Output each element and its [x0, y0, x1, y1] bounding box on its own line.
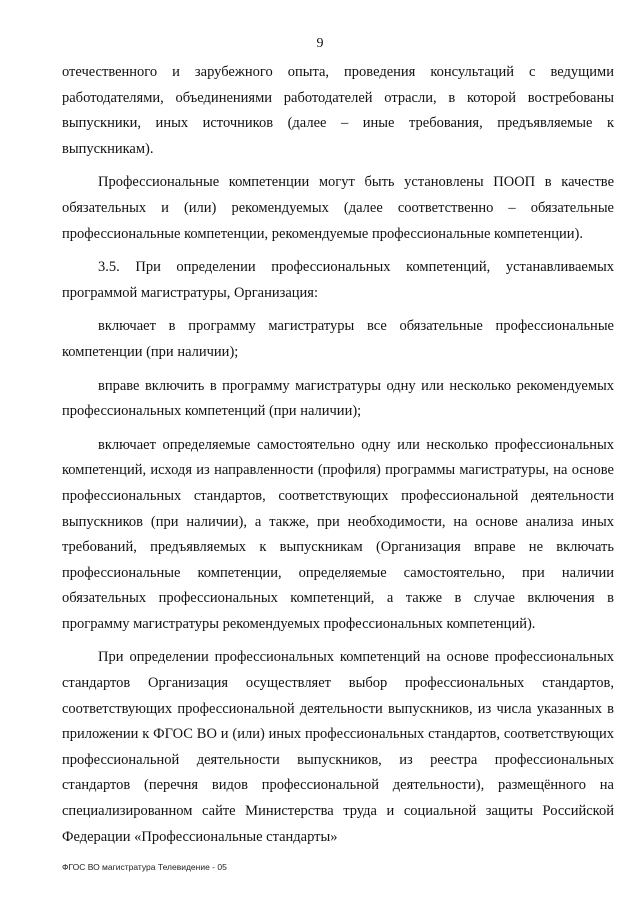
paragraph: 3.5. При определении профессиональных компетенций, устанавливаемых программой магистратуры, Организация: — [62, 259, 614, 301]
page-number: 9 — [316, 36, 324, 51]
paragraph: При определении профессиональных компетенций на основе профессиональных стандартов Организация осуществляет выбор профессиональных стандартов, соответствующих профессиональной деятельности выпускников, из числа указанных в приложении к ФГОС ВО и (или) иных профессиональных стандартов, соответствующих профессиональной деятельности выпускников, из реестра профессиональных стандартов (перечня видов профессиональной деятельности), размещённого на специализированном сайте Министерства труда и социальной защиты Российской Федерации «Профессиональные стандарты» — [62, 649, 614, 845]
paragraph: вправе включить в программу магистратуры одну или несколько рекомендуемых профессиональных компетенций (при наличии); — [62, 377, 614, 420]
paragraph: Профессиональные компетенции могут быть установлены ПООП в качестве обязательных и (или) рекомендуемых (далее соответственно – обязательные профессиональные компетенции, рекомендуемые профессиональные компетенции). — [62, 174, 614, 242]
paragraph: включает определяемые самостоятельно одну или несколько профессиональных компетенций, исходя из направленности (профиля) программы магистратуры, на основе профессиональных стандартов, соответствующих профессиональной деятельности выпускников (при наличии), а также, при необходимости, на основе анализа иных требований, предъявляемых к выпускникам (Организация вправе не включать профессиональные компетенции, определяемые самостоятельно, при наличии обязательных профессиональных компетенций, а также в случае включения в программу магистратуры рекомендуемых профессиональных компетенций). — [62, 436, 614, 632]
document-footer: ФГОС ВО магистратура Телевидение - 05 — [62, 862, 227, 872]
paragraph: включает в программу магистратуры все обязательные профессиональные компетенции (при наличии); — [62, 318, 614, 360]
paragraph: отечественного и зарубежного опыта, проведения консультаций с ведущими работодателями, объединениями работодателей отрасли, в которой востребованы выпускники, иных источников (далее – иные требования, предъявляемые к выпускникам). — [62, 64, 614, 157]
document-body — [62, 60, 614, 850]
